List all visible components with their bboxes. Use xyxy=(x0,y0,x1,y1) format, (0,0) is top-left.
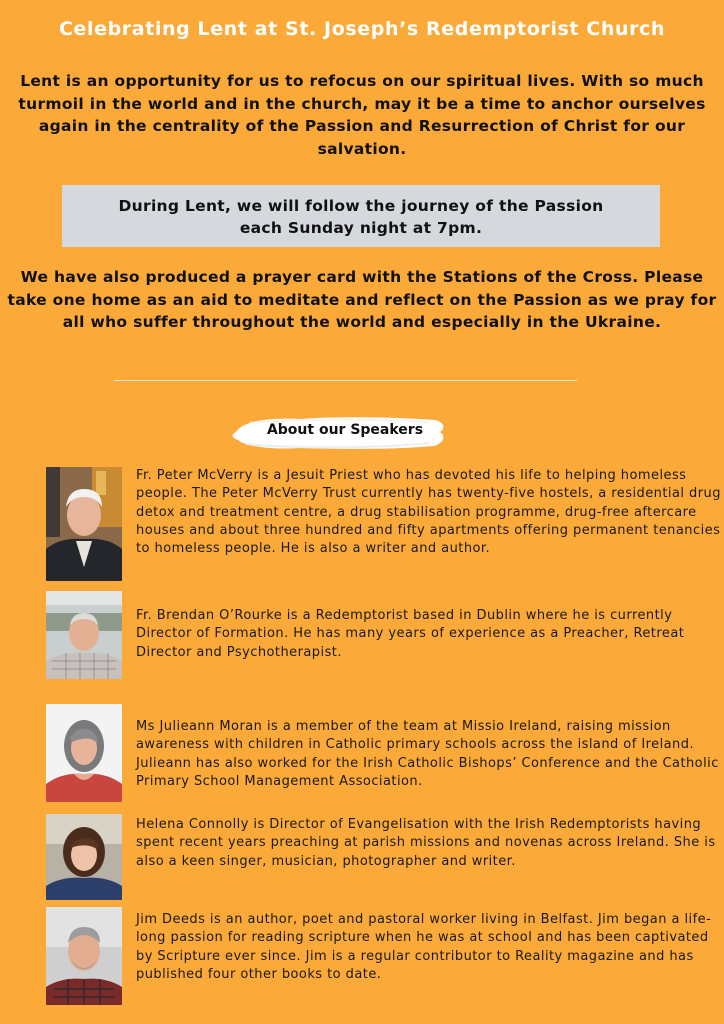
speaker-photo xyxy=(46,907,122,1005)
speaker-bio: Fr. Brendan O’Rourke is a Redemptorist based in Dublin where he is currently Director of Formation. He has many years of experience as a Preacher, Retreat Director and Psychotherapist. xyxy=(136,608,685,660)
speaker-bio: Jim Deeds is an author, poet and pastoral worker living in Belfast. Jim began a life-long passion for reading scripture when he was at school and has been captivated by Scripture ever since. Jim is a regular contributor to Reality magazine and has published four other books to date. xyxy=(136,912,712,982)
speaker-photo xyxy=(46,467,122,581)
speaker-bio: Fr. Peter McVerry is a Jesuit Priest who has devoted his life to helping homeless people. The Peter McVerry Trust currently has twenty-five hostels, a residential drug detox and treatment centre, a drug stabilisation programme, drug-free aftercare houses and about three hundred and fifty apartments offering permanent tenancies to homeless people. He is also a writer and author. xyxy=(136,468,721,557)
speakers-heading: About our Speakers xyxy=(266,422,424,438)
divider xyxy=(114,380,577,381)
sunday-notice-box xyxy=(62,185,660,247)
page-title: Celebrating Lent at St. Joseph’s Redemptorist Church xyxy=(58,18,666,40)
speaker-bio: Helena Connolly is Director of Evangelisation with the Irish Redemptorists having spent recent years preaching at parish missions and novenas across Ireland. She is also a keen singer, musician, photographer and writer. xyxy=(136,817,716,869)
intro-paragraph: Lent is an opportunity for us to refocus on our spiritual lives. With so much turmoil in the world and in the church, may it be a time to anchor ourselves again in the centrality of the Passion and Resurrection of Christ for our salvation. xyxy=(18,72,706,158)
speaker-bio: Ms Julieann Moran is a member of the team at Missio Ireland, raising mission awareness with children in Catholic primary schools across the island of Ireland. Julieann has also worked for the Irish Catholic Bishops’ Conference and the Catholic Primary School Management Association. xyxy=(136,719,719,789)
speaker-photo xyxy=(46,591,122,679)
sunday-notice-line-2: each Sunday night at 7pm. xyxy=(239,219,483,237)
sunday-notice-line-1: During Lent, we will follow the journey of the Passion xyxy=(118,197,604,215)
prayer-card-paragraph: We have also produced a prayer card with the Stations of the Cross. Please take one home as an aid to meditate and reflect on the Passion as we pray for all who suffer throughout the world and especially in the Ukraine. xyxy=(7,268,717,331)
speaker-photo xyxy=(46,704,122,802)
speaker-photo xyxy=(46,814,122,900)
